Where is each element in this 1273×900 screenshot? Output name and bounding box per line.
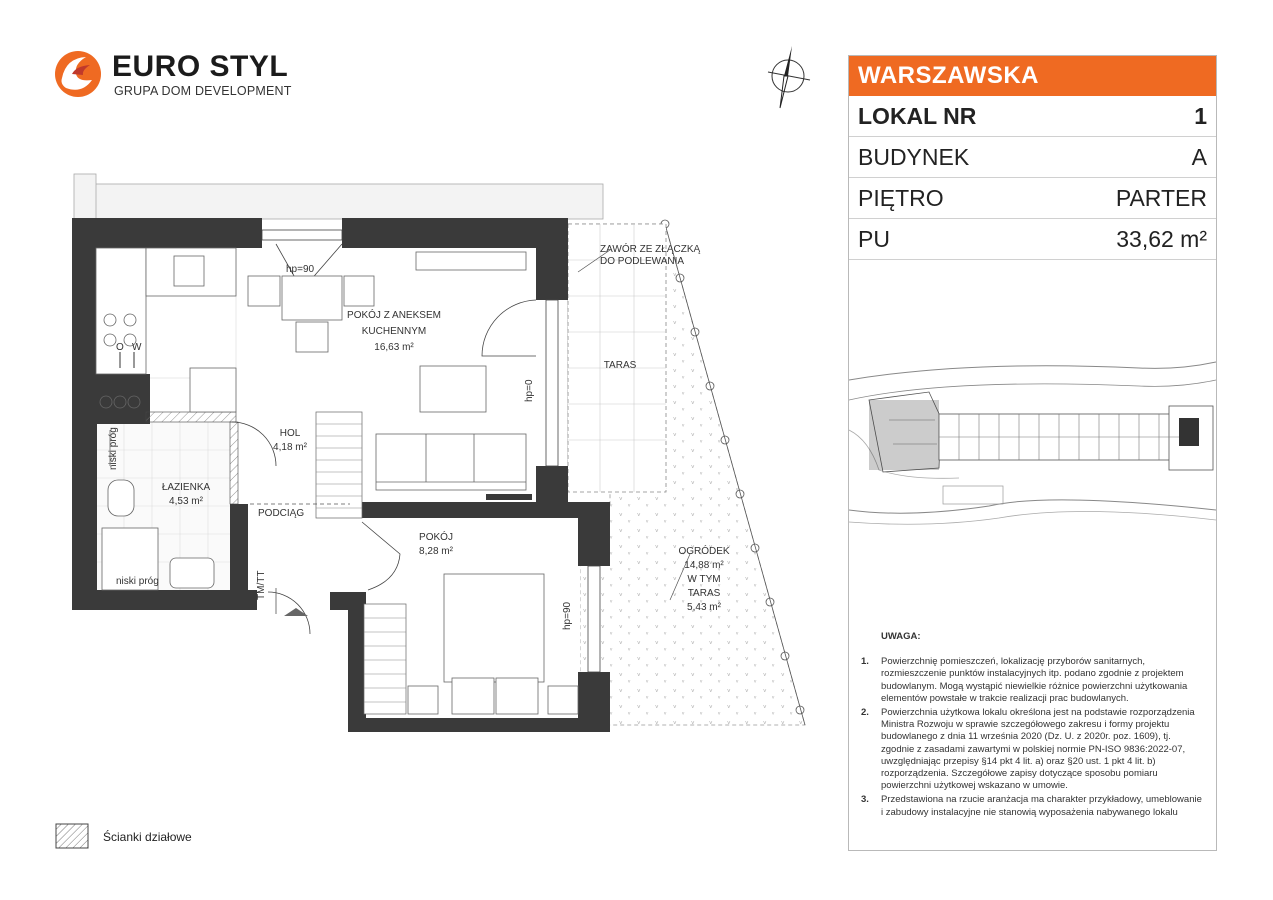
brand-logo: [52, 48, 292, 104]
notes-title: UWAGA:: [881, 631, 921, 642]
valve-label-1: ZAWÓR ZE ZŁĄCZKĄ: [600, 244, 701, 255]
note-text: Przedstawiona na rzucie aranżacja ma charakter przykładowy, umeblowanie i zabudowy instalacyjne nie stanowią wyposażenia nabywanego lokalu: [881, 794, 1202, 818]
note-text: Powierzchnia użytkowa lokalu określona jest na podstawie rozporządzenia Ministra Rozwoju w sprawie szczegółowego zakresu i formy projektu budowlanego z dnia 11 września 2020 (Dz. U. z 2020r. poz. 1609), tj. zgodnie z zasadami zawartymi w polskiej normie PN-ISO 9836:2022-07, uwzględniając przepisy §14 pkt 4 lit. a) oraz §20 ust. 1 pkt 4 lit. b) rozporządzenia. Szczegółowe zapisy dotyczące sposobu pomiaru powierzchni użytkowej wskazano w umowie.: [881, 707, 1195, 792]
window-height-label-2: hp=0: [524, 379, 535, 402]
notes: [861, 631, 1206, 821]
row-building: [849, 137, 1216, 178]
tm-tt-label: TM/TT: [256, 570, 267, 600]
living-room-label-2: KUCHENNYM: [361, 326, 427, 337]
garden-label: OGRÓDEK: [678, 546, 730, 557]
coffee-table: [420, 366, 486, 412]
note-item: [861, 794, 1206, 818]
partition-hatch-icon: [55, 823, 89, 849]
unit-number-label: LOKAL NR: [858, 103, 977, 129]
bedroom-area: 8,28 m²: [419, 546, 453, 557]
project-title: WARSZAWSKA: [849, 56, 1216, 96]
w-label: W: [132, 342, 142, 353]
floor-value: PARTER: [1115, 185, 1207, 211]
bathroom-area: 4,53 m²: [169, 496, 203, 507]
valve-label-2: DO PODLEWANIA: [600, 256, 685, 267]
garden-terrace-area: 5,43 m²: [687, 602, 721, 613]
legend: [55, 823, 255, 851]
garden-label-3: TARAS: [687, 588, 721, 599]
logo-icon: [52, 48, 104, 100]
threshold-label-2: niski próg: [116, 576, 159, 587]
window-height-label: hp=90: [286, 264, 315, 275]
brand-name: EURO STYL: [112, 50, 289, 83]
area-value: 33,62 m²: [1116, 226, 1207, 252]
brand-tagline: GRUPA DOM DEVELOPMENT: [114, 84, 292, 98]
bathroom-label: ŁAZIENKA: [161, 482, 211, 493]
note-number: 2.: [861, 707, 869, 719]
wardrobe: [316, 412, 362, 518]
floor-plan: [50, 160, 830, 860]
hall-label: HOL: [279, 428, 301, 439]
note-text: Powierzchnię pomieszczeń, lokalizację przyborów sanitarnych, rozmieszczenie punktów instalacyjnych itp. podano zgodnie z projektem budowlanym. Mogą wystąpić niewielkie różnice powierzchni użytkowania elementów powstałe w trakcie realizacji prac budowlanych.: [881, 656, 1188, 704]
living-room-area: 16,63 m²: [374, 342, 414, 353]
building-label: BUDYNEK: [858, 144, 970, 170]
partition-wall: [146, 412, 236, 422]
legend-label: Ścianki działowe: [103, 830, 192, 844]
terrace-label: TARAS: [603, 360, 637, 371]
threshold-label-1: niski próg: [108, 427, 119, 470]
note-number: 3.: [861, 794, 869, 806]
o-label: O: [116, 342, 124, 353]
garden-area: 14,88 m²: [684, 560, 724, 571]
note-item: [861, 707, 1206, 792]
sofa: [376, 434, 526, 490]
row-area: [849, 219, 1216, 260]
paving-strip: [95, 184, 603, 219]
beam-label: PODCIĄG: [258, 508, 305, 519]
row-unit-number: [849, 96, 1216, 137]
living-room-label-1: POKÓJ Z ANEKSEM: [347, 310, 441, 321]
floor-label: PIĘTRO: [858, 185, 944, 211]
unit-number-value: 1: [1194, 103, 1207, 129]
row-floor: [849, 178, 1216, 219]
building-value: A: [1191, 144, 1207, 170]
area-label: PU: [858, 226, 890, 252]
note-number: 1.: [861, 656, 869, 668]
bedroom-label: POKÓJ: [419, 532, 453, 543]
hall-area: 4,18 m²: [273, 442, 307, 453]
info-panel: [848, 55, 1217, 851]
note-item: [861, 656, 1206, 705]
north-arrow-icon: [758, 42, 818, 112]
garden-label-2: W TYM: [687, 574, 721, 585]
site-plan: [849, 360, 1216, 530]
window-height-label-3: hp=90: [562, 601, 573, 630]
